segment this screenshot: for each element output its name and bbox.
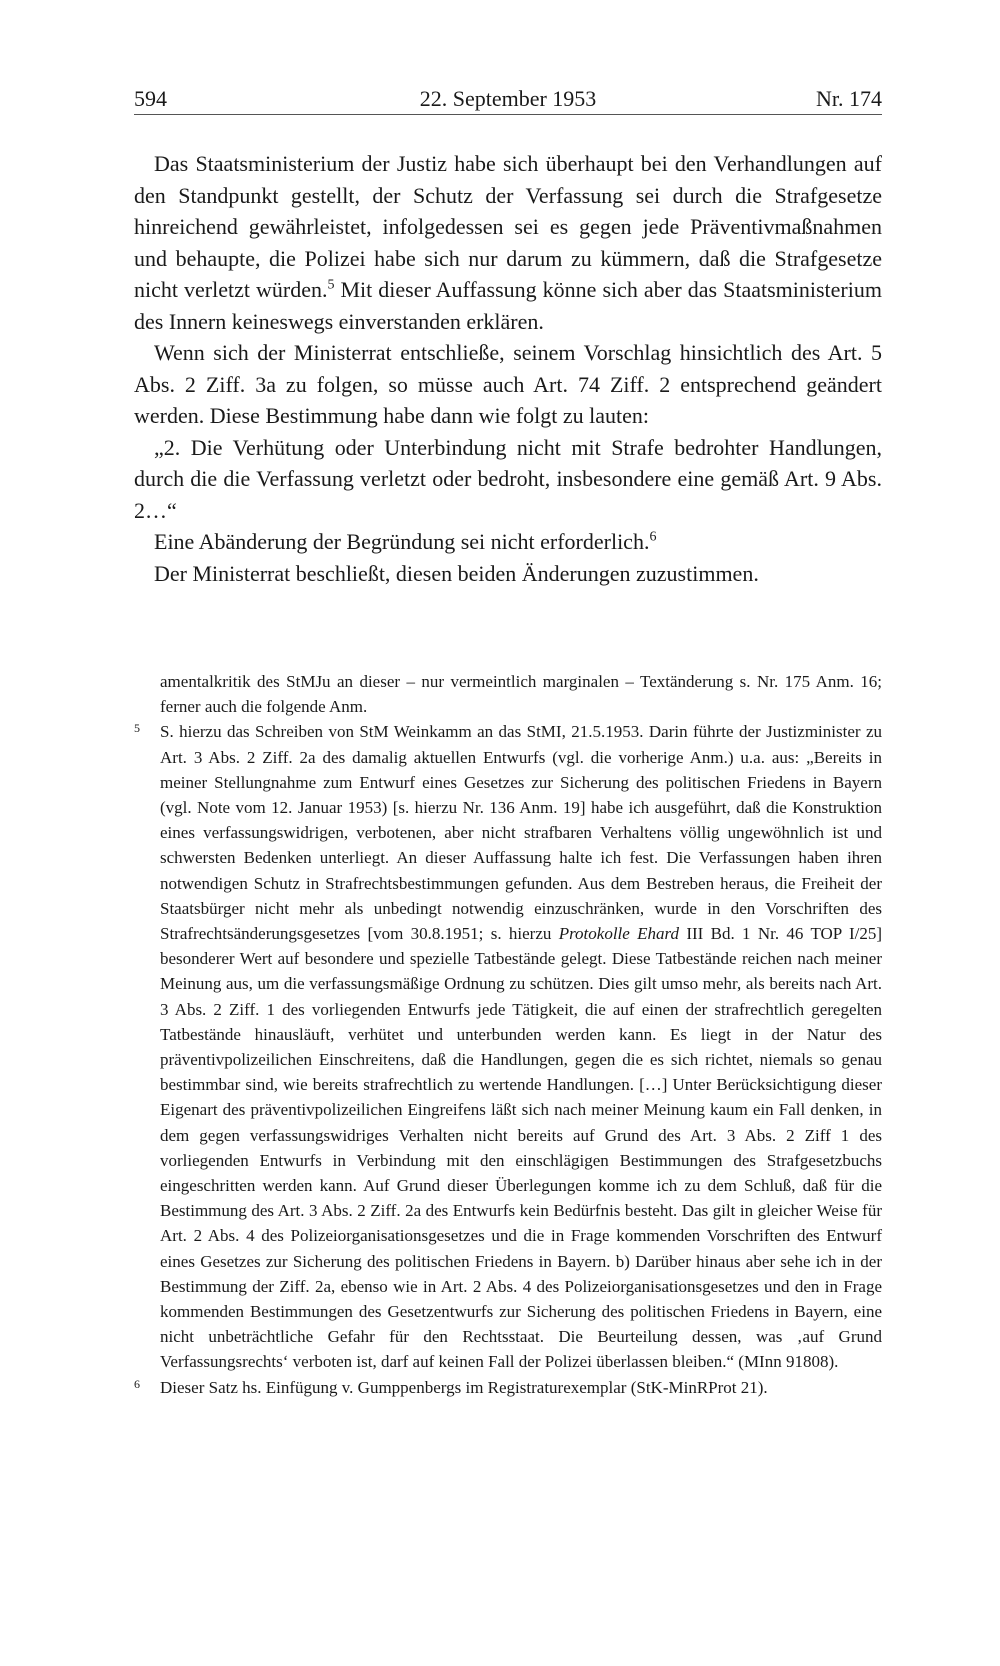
paragraph-1 [134, 148, 882, 337]
main-text [134, 148, 882, 589]
footnote-ref-5: 5 [327, 277, 335, 293]
paragraph-5: Der Ministerrat beschließt, diesen beiden Änderungen zuzustimmen. [154, 560, 759, 586]
paragraph-1-tail: Mit dieser Auffassung könne sich aber das Staatsministerium des Innern keineswegs einverstanden erklären. [134, 277, 882, 334]
header-rule [134, 114, 882, 115]
footnote-ref-6: 6 [649, 529, 657, 545]
footnote-5-italic: Protokolle Ehard [558, 924, 680, 944]
footnote-6-text: Dieser Satz hs. Einfügung v. Gumppenbergs im Registraturexemplar (StK-MinRProt 21). [160, 1377, 768, 1397]
running-header [134, 78, 882, 114]
footnote-6-number: 6 [134, 1376, 140, 1391]
page-number: 594 [134, 86, 167, 111]
document-number: Nr. 174 [816, 86, 882, 111]
header-date: 22. September 1953 [419, 86, 597, 111]
footnotes [134, 669, 882, 1400]
footnote-continuation: amentalkritik des StMJu an dieser – nur vermeintlich marginalen – Textänderung s. Nr. 175 Anm. 16; ferner auch die folgende Anm. [160, 672, 882, 717]
quoted-provision: „2. Die Verhütung oder Unterbindung nicht mit Strafe bedrohter Handlungen, durch die die Verfassung verletzt oder bedroht, insbesondere eine gemäß Art. 9 Abs. 2…“ [134, 434, 882, 523]
document-page [134, 78, 882, 1400]
footnote-6 [134, 1375, 882, 1400]
paragraph-4 [134, 526, 882, 558]
footnote-5 [134, 719, 882, 1374]
footnote-5-text-a: S. hierzu das Schreiben von StM Weinkamm an das StMI, 21.5.1953. Darin führte der Justizminister zu Art. 3 Abs. 2 Ziff. 2a des damalig aktuellen Entwurfs (vgl. die vorherige Anm.) u.a. aus: „Bereits in meiner Stellungnahme zum Entwurf eines Gesetzes zur Sicherung des politischen Friedens in Bayern (vgl. Note vom 12. Januar 1953) [s. hierzu Nr. 136 Anm. 19] habe ich ausgeführt, daß die Konstruktion eines verfassungswidrigen, verbotenen, aber nicht strafbaren Verhaltens völlig ungewöhnlich ist und schwersten Bedenken unterliegt. An dieser Auffassung halte ich fest. Die Verfassungen haben ihren notwendigen Schutz in Strafrechtsbestimmungen gefunden. Aus dem Bestreben heraus, die Freiheit der Staatsbürger nicht mehr als unbedingt notwendig einzuschränken, wurde in den Vorschriften des Strafrechtsänderungsgesetzes [vom 30.8.1951; s. hierzu [160, 722, 882, 944]
paragraph-4-text: Eine Abänderung der Begründung sei nicht erforderlich. [154, 529, 650, 554]
footnote-5-text-b: III Bd. 1 Nr. 46 TOP I/25] besonderer Wert auf besondere und spezielle Tatbestände gelegt. Diese Tatbestände reichen nach meiner Meinung aus, um die verfassungsmäßige Ordnung zu schützen. Dies gilt umso mehr, als bereits nach Art. 3 Abs. 2 Ziff. 1 des vorliegenden Entwurfs jede Tätigkeit, die auf einen der strafrechtlich geregelten Tatbestände hinausläuft, verhütet und unterbunden werden kann. Es liegt in der Natur des präventivpolizeilichen Einschreitens, daß die Handlungen, gegen die es sich richtet, niemals so genau bestimmbar sind, wie bereits strafrechtlich zu wertende Handlungen. […] Unter Berücksichtigung dieser Eigenart des präventivpolizeilichen Eingreifens läßt sich nach meiner Meinung kaum ein Fall denken, in dem gegen verfassungswidriges Verhalten nicht bereits auf Grund des Art. 3 Abs. 2 Ziff 1 des vorliegenden Entwurfs in Verbindung mit den einschlägigen Bestimmungen des Strafgesetzbuchs eingeschritten werden kann. Auf Grund dieser Überlegungen komme ich zu dem Schluß, daß für die Bestimmung des Art. 3 Abs. 2 Ziff. 2a des Entwurfs kein Bedürfnis besteht. Das gilt in gleicher Weise für Art. 2 Abs. 4 des Polizeiorganisationsgesetzes und die in Frage kommenden Vorschriften des Entwurf eines Gesetzes zur Sicherung des politischen Friedens in Bayern. b) Darüber hinaus aber sehe ich in der Bestimmung der Ziff. 2a, ebenso wie in Art. 2 Abs. 4 des Polizeiorganisationsgesetzes und den in Frage kommenden Bestimmungen des Gesetzentwurfs zur Sicherung des politischen Friedens in Bayern, eine nicht unbeträchtliche Gefahr für den Rechtsstaat. Die Beurteilung dessen, was ‚auf Grund Verfassungsrechts‘ verboten ist, darf auf keinen Fall der Polizei überlassen bleiben.“ (MInn 91808). [160, 924, 882, 1372]
paragraph-2: Wenn sich der Ministerrat entschließe, seinem Vorschlag hinsichtlich des Art. 5 Abs. 2 Ziff. 3a zu folgen, so müsse auch Art. 74 Ziff. 2 entsprechend geändert werden. Diese Bestimmung habe dann wie folgt zu lauten: [134, 340, 882, 428]
footnote-5-number: 5 [134, 721, 140, 736]
paragraph-1-text: Das Staatsministerium der Justiz habe sich überhaupt bei den Verhandlungen auf den Standpunkt gestellt, der Schutz der Verfassung sei durch die Strafgesetze hinreichend gewährleistet, infolgedessen sei es gegen jede Präventivmaßnahmen und behaupte, die Polizei habe sich nur darum zu kümmern, daß die Strafgesetze nicht verletzt würden. [134, 151, 882, 302]
